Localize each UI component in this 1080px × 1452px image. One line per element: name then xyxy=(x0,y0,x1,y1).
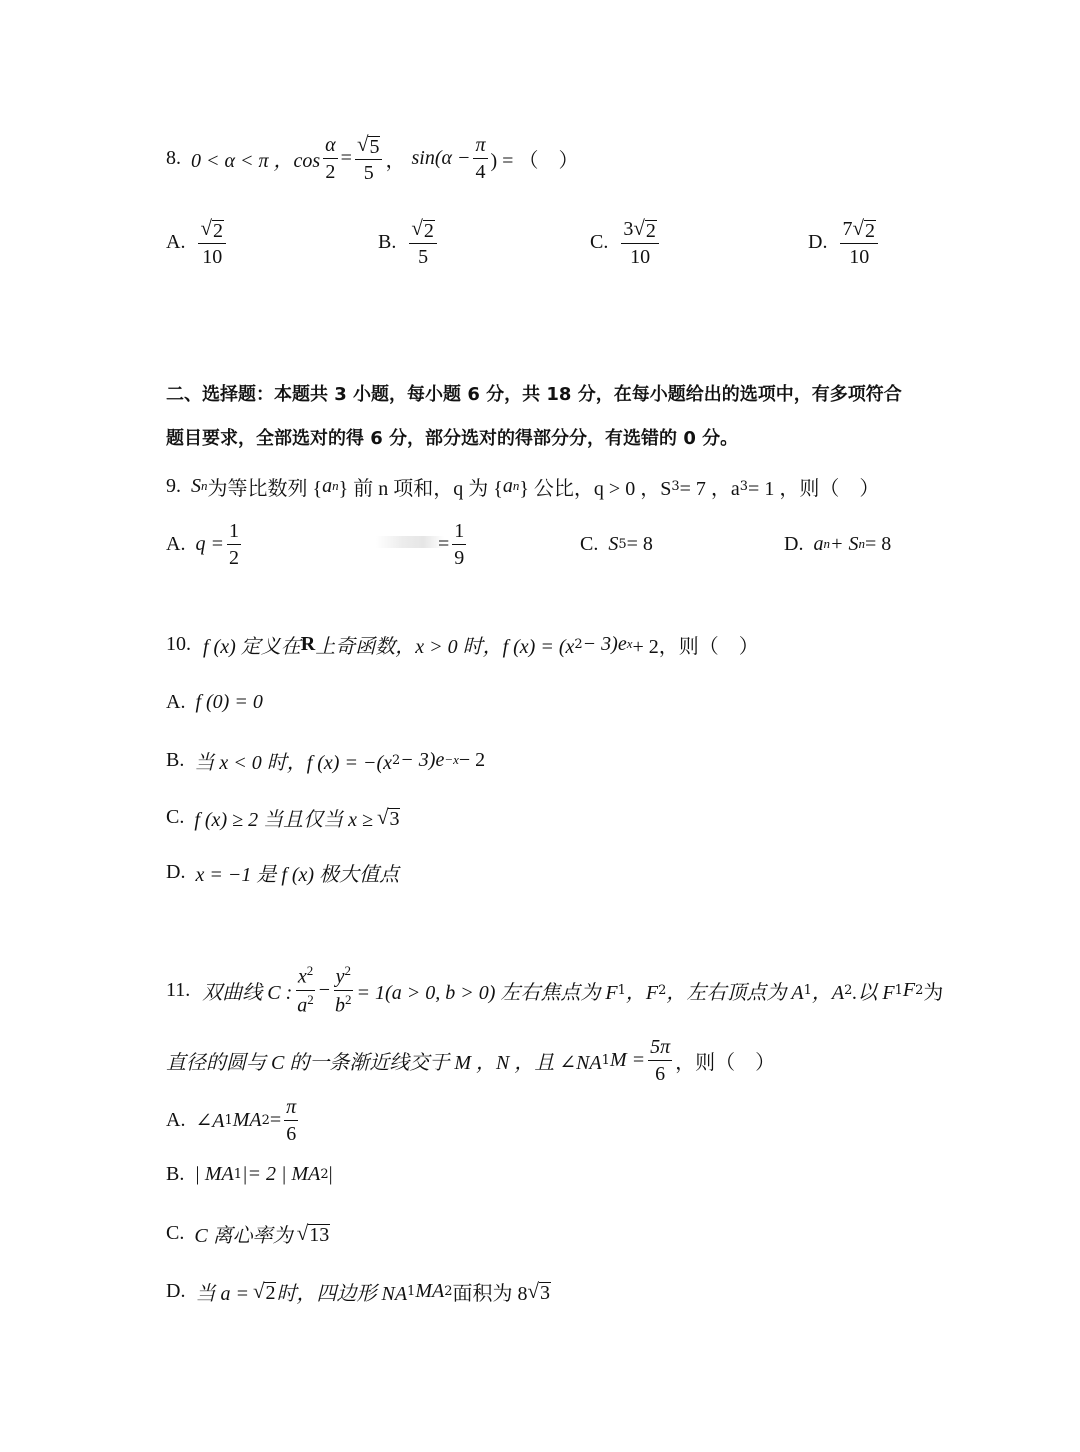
q9-stem: 9. S n 为等比数列 { a n } 前 n 项和，q 为 { a n } 公比，q > 0 ，S 3 = 7 ，a 3 = 1 ，则（ ） xyxy=(166,474,880,500)
q8-stem: 8. 0 < α < π ，cos $\frac{\alpha}{2}$ = √ 5 5 ， sin(α − $\frac{\pi}{4}$ ) = （ ） xyxy=(166,131,579,184)
q10-option-b[interactable]: B. 当 x < 0 时，f (x) = −(x 2 − 3)e −x − 2 xyxy=(166,748,486,774)
q11-option-c[interactable]: C. C 离心率为 √ 13 xyxy=(166,1220,330,1247)
q11-option-b[interactable]: B. | MA 1 |= 2 | MA 2 | xyxy=(166,1162,333,1185)
q10-option-a[interactable]: A. f (0) = 0 xyxy=(166,690,263,713)
q11-number: 11. xyxy=(166,978,191,1001)
q10-option-d[interactable]: D. x = −1 是 f (x) 极大值点 xyxy=(166,860,400,886)
sqrt5-over-5: √ 5 5 xyxy=(355,133,383,184)
pi-over-4: $\frac{\pi}{4}$ xyxy=(475,133,486,183)
q11-option-a[interactable]: A. ∠A 1 MA 2 = $\frac{\pi}{6}$ xyxy=(166,1095,297,1145)
alpha-half-frac: $\frac{\alpha}{2}$ xyxy=(325,133,336,183)
q8-option-c[interactable]: C. 3 √ 2 10 xyxy=(590,216,662,268)
q9-option-c[interactable]: C. S 5 = 8 xyxy=(580,532,653,555)
section2-line1: 二、选择题：本题共 3 小题，每小题 6 分，共 18 分，在每小题给出的选项中，有多项符合 xyxy=(166,384,902,405)
q8-option-a[interactable]: A. √ 2 10 xyxy=(166,216,229,268)
smudge-mark xyxy=(376,536,444,548)
q9-option-d[interactable]: D. a n + S n = 8 xyxy=(784,532,892,555)
q10-stem: 10. f (x) 定义在 R 上奇函数，x > 0 时，f (x) = (x 2 − 3)e x + 2，则（ ） xyxy=(166,632,759,658)
q11-option-d[interactable]: D. 当 a = √ 2 时，四边形 NA 1 MA 2 面积为 8 √ 3 xyxy=(166,1278,551,1305)
q8-option-d[interactable]: D. 7 √ 2 10 xyxy=(808,216,881,268)
q9-option-b[interactable]: = $\frac{1}{9}$ xyxy=(438,519,465,569)
q11-stem-line1: 11. 双曲线 C : $\frac{x^2}{a^2}$ − $\frac{y^2}{b^2}$ = 1(a > 0, b > 0) 左右焦点为 F 1 ，F 2 ，左右顶点为 A 1 ，A 2 .以 F 1 F 2 为 xyxy=(166,962,944,1017)
q9-number: 9. xyxy=(166,474,181,497)
q8-option-b[interactable]: B. √ 2 5 xyxy=(378,216,440,268)
q8-number: 8. xyxy=(166,146,181,169)
section2-line2: 题目要求，全部选对的得 6 分，部分选对的得部分分，有选错的 0 分。 xyxy=(166,428,739,449)
q9-option-a[interactable]: A. q = $\frac{1}{2}$ xyxy=(166,519,239,569)
q11-stem-line2: 直径的圆与 C 的一条渐近线交于 M ，N ，且 ∠NA 1 M = $\frac{5\pi}{6}$ ，则（ ） xyxy=(166,1035,776,1085)
q10-number: 10. xyxy=(166,632,191,655)
q10-option-c[interactable]: C. f (x) ≥ 2 当且仅当 x ≥ √ 3 xyxy=(166,804,400,831)
